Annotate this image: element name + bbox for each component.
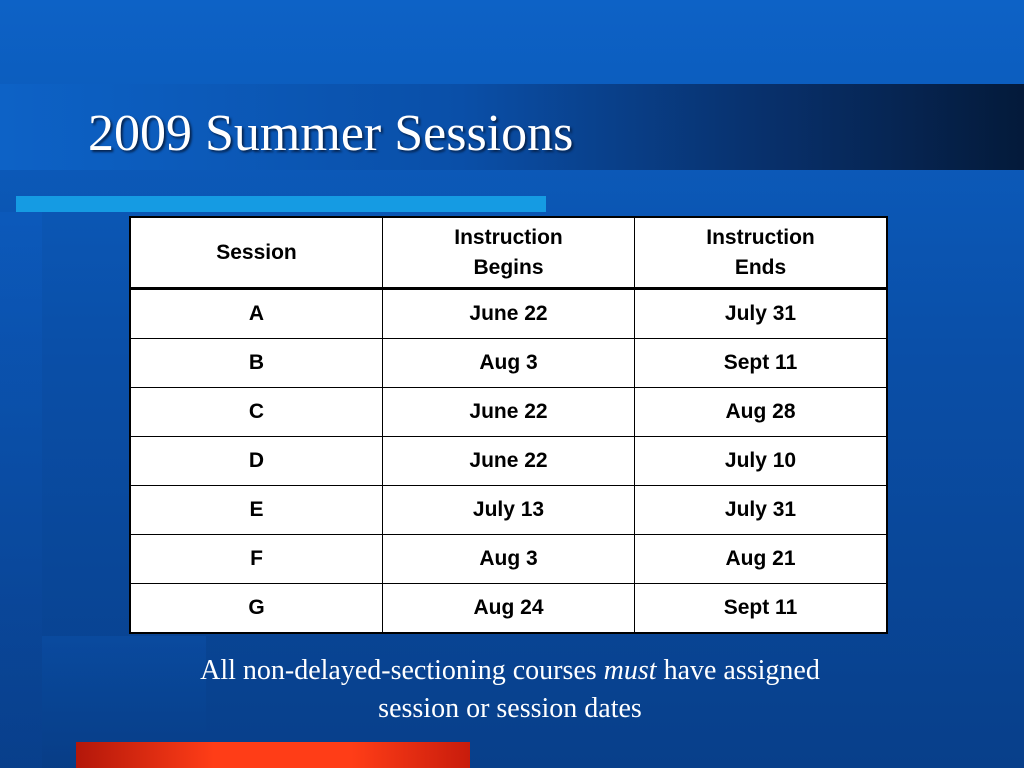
table-row — [130, 339, 887, 388]
cell-ends: Aug 28 — [635, 388, 888, 437]
header-ends-line2: Ends — [734, 255, 787, 279]
cell-begins: July 13 — [383, 486, 635, 535]
header-begins-line2: Begins — [473, 255, 544, 279]
cell-ends: July 10 — [635, 437, 888, 486]
table-row — [130, 437, 887, 486]
cell-begins: June 22 — [383, 289, 635, 339]
cell-begins: Aug 24 — [383, 584, 635, 634]
background-left-band — [0, 212, 42, 768]
header-instruction-ends — [635, 217, 888, 289]
accent-bar-red — [76, 742, 470, 768]
table-row — [130, 388, 887, 437]
cell-begins: Aug 3 — [383, 339, 635, 388]
header-session-label: Session — [216, 240, 297, 264]
cell-ends: July 31 — [635, 486, 888, 535]
table-row — [130, 535, 887, 584]
footnote-emphasis: must — [603, 655, 657, 686]
footnote-part2: have assigned session or session dates — [378, 655, 820, 724]
cell-session: F — [130, 535, 383, 584]
header-session — [130, 217, 383, 289]
cell-session: A — [130, 289, 383, 339]
cell-session: G — [130, 584, 383, 634]
footnote-part1: All non-delayed-sectioning courses — [200, 655, 604, 686]
cell-session: E — [130, 486, 383, 535]
cell-ends: Sept 11 — [635, 339, 888, 388]
table-row — [130, 486, 887, 535]
session-schedule-table — [129, 216, 888, 634]
accent-bar-blue — [16, 196, 546, 212]
header-instruction-begins — [383, 217, 635, 289]
cell-begins: June 22 — [383, 388, 635, 437]
cell-ends: Sept 11 — [635, 584, 888, 634]
cell-ends: July 31 — [635, 289, 888, 339]
cell-session: B — [130, 339, 383, 388]
table-header-row — [130, 217, 887, 289]
cell-ends: Aug 21 — [635, 535, 888, 584]
header-ends-line1: Instruction — [706, 225, 815, 249]
slide-title: 2009 Summer Sessions — [88, 105, 574, 162]
cell-session: D — [130, 437, 383, 486]
table-row — [130, 289, 887, 339]
cell-session: C — [130, 388, 383, 437]
header-begins-line1: Instruction — [454, 225, 563, 249]
cell-begins: Aug 3 — [383, 535, 635, 584]
cell-begins: June 22 — [383, 437, 635, 486]
footnote — [160, 652, 860, 728]
table-row — [130, 584, 887, 634]
